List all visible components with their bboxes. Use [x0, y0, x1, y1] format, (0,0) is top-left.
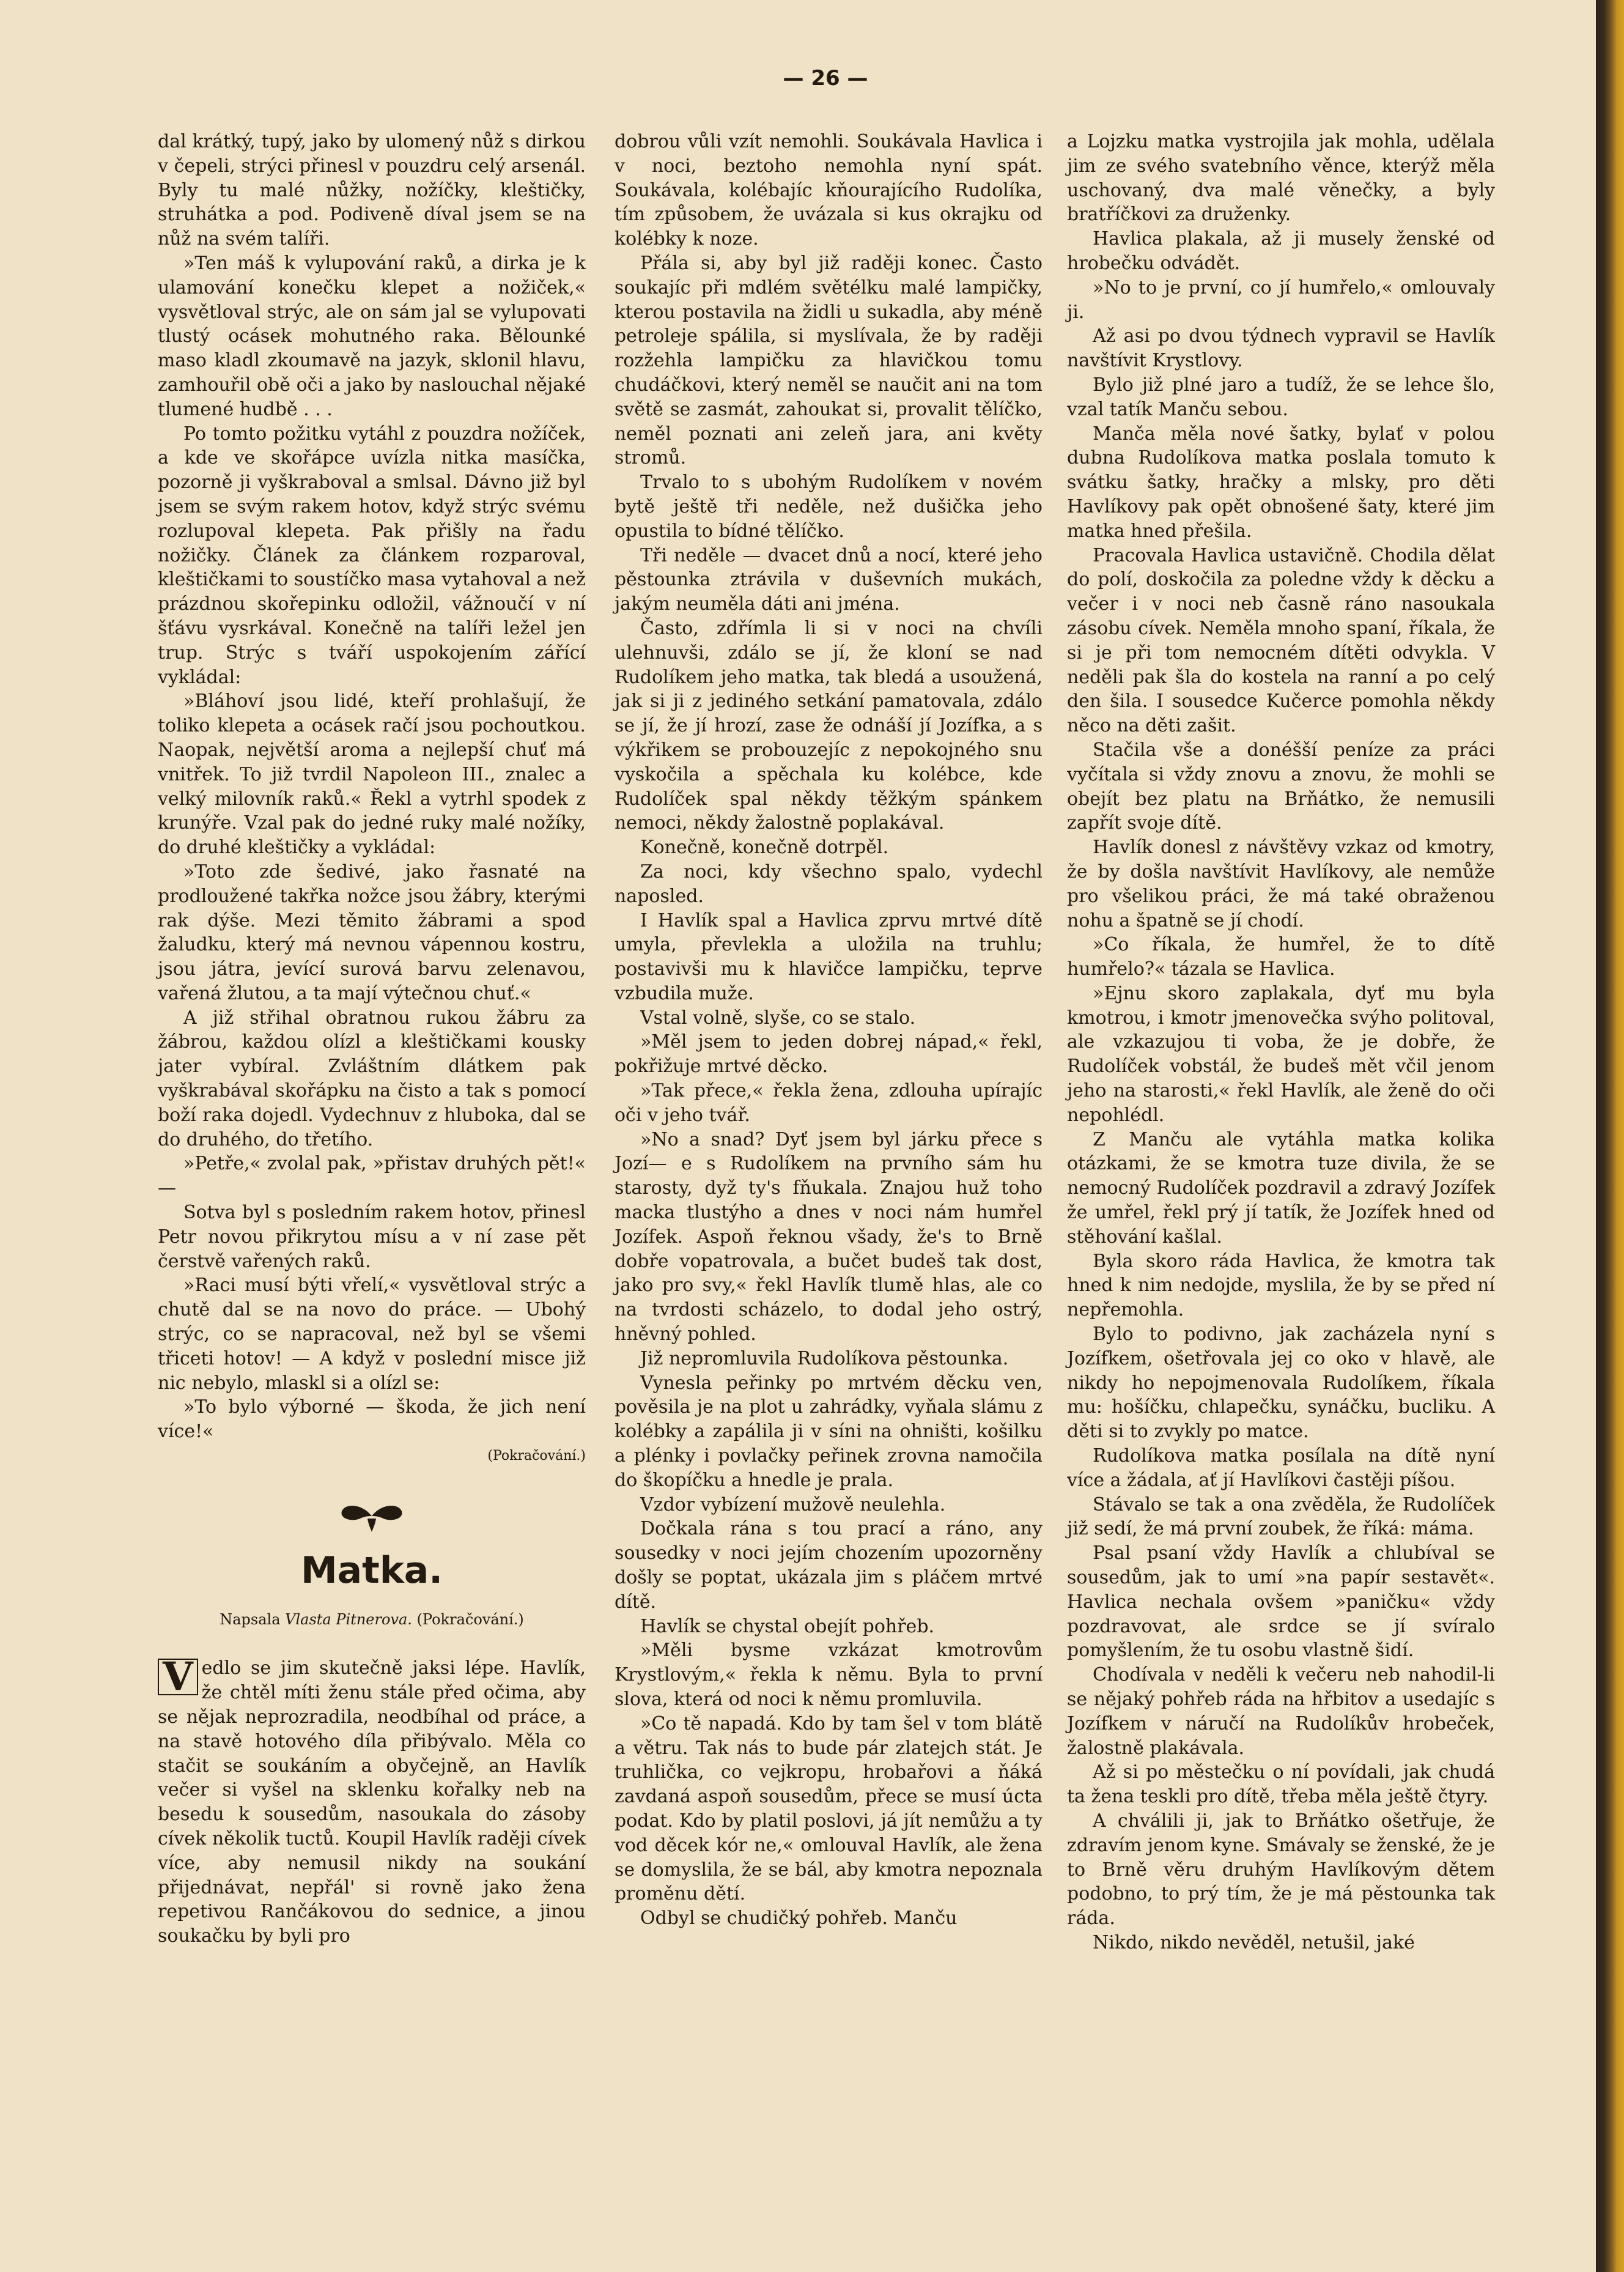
story-byline [158, 1608, 586, 1632]
paragraph: Tři neděle — dvacet dnů a nocí, které jeho pěstounka ztrávila v duševních mukách, jakým neuměla dáti ani jména. [615, 544, 1043, 615]
paragraph: »No to je první, co jí humřelo,« omlouvaly ji. [1067, 276, 1495, 323]
paragraph: »Ejnu skoro zaplakala, dyť mu byla kmotrou, i kmotr jmenovečka svýho politoval, ale vzkazujou ti voba, že je dobře, že Rudolíček vobstál, že budeš mět včil jenom jeho na starosti,« řekl Havlík, ale ženě do oči nepohlédl. [1067, 982, 1495, 1126]
paragraph: Z Manču ale vytáhla matka kolika otázkami, že se kmotra tuze divila, že se nemocný Rudolíček pozdravil a zdravý Jozífek že umřel, řekl prý jí tatík, že Jozífek hned od stěhování kašlal. [1067, 1128, 1495, 1248]
paragraph: »Co tě napadá. Kdo by tam šel v tom blátě a větru. Tak nás to bude pár zlatejch stát. Je truhlička, co vejkropu, hrobařovi a ňáká zavdaná aspoň sousedům, přece se musí úcta podat. Kdo by platil poslovi, já jít nemůžu a ty vod děcek kór ne,« omlouval Havlík, ale žena se domyslila, že se bál, aby kmotra nepoznala proměnu dětí. [615, 1712, 1043, 1905]
column-1 [158, 130, 586, 1948]
binding-spine [1596, 0, 1624, 2272]
paragraph: Byla skoro ráda Havlica, že kmotra tak hned k nim nedojde, myslila, že by se před ní nepřemohla. [1067, 1250, 1495, 1321]
paragraph: Bylo již plné jaro a tudíž, že se lehce šlo, vzal tatík Manču sebou. [1067, 374, 1495, 420]
paragraph: Havlica plakala, až ji musely ženské od hrobečku odvádět. [1067, 228, 1495, 274]
paragraph: Stačila vše a donéšší peníze za práci vyčítala si vždy znovu a znovu, že mohli se obejít bez platu na Brňátko, že nemusili zapřít svoje dítě. [1067, 739, 1495, 834]
paragraph: Po tomto požitku vytáhl z pouzdra nožíček, a kde ve skořápce uvízla nitka masíčka, pozorně ji vyškraboval a smlsal. Dávno již byl jsem se svým rakem hotov, když strýc svému rozlupoval klepeta. Pak přišly na řadu nožičky. Článek za článkem rozparoval, kleštičkami to soustíčko masa vytahoval a než prázdnou skořepinku odložil, vážnoučí v ní šťávu vysrkával. Konečně na talíři ležel jen trup. Strýc s tváří uspokojením zářící vykládal: [158, 423, 586, 688]
paragraph: A chválili ji, jak to Brňátko ošetřuje, že zdravím jenom kyne. Smávaly se ženské, že je to Brně věru druhým Havlíkovým dětem podobno, to prý tím, že je má pěstounka tak ráda. [1067, 1810, 1495, 1930]
paragraph-text: edlo se jim skutečně jaksi lépe. Havlík, že chtěl míti ženu stále před očima, aby se nějak neprozradila, neodbíhal od práce, a na stavě hotového díla přibývalo. Měla co stačit se soukáním a obyčejně, an Havlík večer si vyšel na sklenku kořalky neb na besedu k sousedům, nasoukala do zásoby cívek několik tuctů. Koupil Havlík raději cívek více, aby nemusil nikdy na soukání přijednávat, nepřál' si rovně jako žena repetivou Rančákovou do sednice, a jinou soukačku by byli pro [158, 1657, 586, 1947]
byline-prefix: Napsala [220, 1610, 281, 1628]
page-number: — 26 — [783, 66, 868, 91]
paragraph: Vstal volně, slyše, co se stalo. [640, 1007, 916, 1029]
paragraph: »Ten máš k vylupování raků, a dirka je k ulamování konečku klepet a nožiček,« vysvětloval strýc, ale on sám jal se vylupovati tlustý ocásek mohutného raka. Bělounké maso kladl zkoumavě na jazyk, sklonil hlavu, zamhouřil obě oči a jako by naslouchal nějaké tlumené hudbě . . . [158, 252, 586, 420]
paragraph: Nikdo, nikdo nevěděl, netušil, jaké [1093, 1931, 1415, 1953]
paragraph: A již střihal obratnou rukou žábru za žábrou, každou olízl a kleštičkami kousky jater vybíral. Zvláštním dlátkem pak vyškrabával skořápku na čisto a tak s pomocí boží raka dojedl. Vydechnuv z hluboka, dal se do druhého, do třetího. [158, 1007, 586, 1150]
paragraph: »Petře,« zvolal pak, »přistav druhých pět!« — [158, 1153, 586, 1199]
author-name: Vlasta Pitnerova. [285, 1610, 412, 1628]
paragraph: »No a snad? Dyť jsem byl járku přece s Jozí— e s Rudolíkem na prvního sám hu starosty, dyž ty's fňukala. Znajou huž toho macka tlustýho a dnes v noci nám humřel Jozífek. Aspoň řeknou všady, že's to Brně dobře vopatrovala, a bučet budeš tak dost, jako pro svy,« řekl Havlík tlumě hlas, ale co na tvrdosti scházelo, to dodal jeho ostrý, hněvný pohled. [615, 1128, 1043, 1345]
paragraph: Havlík donesl z návštěvy vzkaz od kmotry, že by došla navštívit Havlíkovy, ale nemůže pro všelikou práci, že má také obraženou nohu a špatně se jí chodí. [1067, 837, 1495, 931]
paragraph: Vzdor vybízení mužově neulehla. [640, 1493, 946, 1515]
paragraph: dobrou vůli vzít nemohli. Soukávala Havlica i v noci, beztoho nemohla nyní spát. Soukávala, kolébajíc kňourajícího Rudolíka, tím způsobem, že uvázala si kus okrajku od kolébky k noze. [615, 131, 1043, 250]
drop-cap: V [158, 1659, 198, 1695]
paragraph: Až asi po dvou týdnech vypravil se Havlík navštívit Krystlovy. [1067, 325, 1495, 372]
paragraph: »Měl jsem to jeden dobrej nápad,« řekl, pokřižuje mrtvé děcko. [615, 1031, 1043, 1078]
paragraph: Odbyl se chudičký pohřeb. Manču [640, 1908, 958, 1930]
paragraph: »Toto zde šedivé, jako řasnaté na prodloužené takřka nožce jsou žábry, kterými rak dýše. Mezi těmito žábrami a spod žaludku, který má nevnou vápennou kostru, jsou játra, jevící surová barvu zelenavou, vařená žlutou, a ta mají výtečnou chuť.« [158, 860, 586, 1004]
ornament-divider-icon [338, 1498, 405, 1534]
story-first-paragraph [158, 1656, 586, 1948]
paragraph: Manča měla nové šatky, bylať v polou dubna Rudolíkova matka poslala tomuto k svátku šatky, hračky a mlsky, pro děti Havlíkovy pak opět obnošené šaty, které jim matka hned přešila. [1067, 423, 1495, 542]
paragraph: »To bylo výborné — škoda, že jich není více!« [158, 1396, 586, 1443]
paragraph: Trvalo to s ubohým Rudolíkem v novém bytě ještě tři neděle, než dušička jeho opustila to bídné tělíčko. [615, 472, 1043, 542]
paragraph: »Co říkala, že humřel, že to dítě humřelo?« tázala se Havlica. [1067, 934, 1495, 980]
paragraph: »Raci musí býti vřelí,« vysvětloval strýc a chutě dal se na novo do práce. — Ubohý strýc, co se napracoval, než byl se všemi třiceti hotov! — A když v poslední misce již nic nebylo, mlaskl si a olízl se: [158, 1275, 586, 1394]
paragraph: I Havlík spal a Havlica zprvu mrtvé dítě umyla, převlekla a uložila na truhlu; postavivši mu k hlavičce lampičku, teprve vzbudila muže. [615, 909, 1043, 1004]
paragraph: »Tak přece,« řekla žena, zdlouha upírajíc oči v jeho tvář. [615, 1080, 1043, 1126]
paragraph: Bylo to podivno, jak zacházela nyní s Jozífkem, ošetřovala jej co oko v hlavě, ale nikdy ho nepojmenovala Rudolíkem, říkala mu: hošíčku, chlapečku, synáčku, bucliku. A děti si to zvykly po matce. [1067, 1323, 1495, 1443]
paragraph: Psal psaní vždy Havlík a chlubíval se sousedům, jak to umí »na papír sestavět«. Havlica nechala ovšem »paničku« vždy pozdravovat, ale srdce se jí svíralo pomyšlením, že tu osobu vlastně šidí. [1067, 1542, 1495, 1662]
paragraph: Přála si, aby byl již raději konec. Často soukajíc při mdlém světélku malé lampičky, kterou postavila na židli u sukadla, aby méně petroleje spálila, si myslívala, že by raději rozžehla lampičku za hlavičkou tomu chudáčkovi, který neměl se naučit ani na tom světě se zasmát, zahoukat si, provalit tělíčko, neměl poznati ani zeleň jara, ani květy stromů. [615, 252, 1043, 469]
column-3 [1067, 130, 1495, 1955]
paragraph: dal krátký, tupý, jako by ulomený nůž s dirkou v čepeli, strýci přinesl v pouzdru celý arsenál. Byly tu malé nůžky, nožíčky, kleštičky, struhátka a pod. Podiveně díval jsem se na nůž na svém talíři. [158, 131, 586, 250]
paragraph: Sotva byl s posledním rakem hotov, přinesl Petr novou přikrytou mísu a v ní zase pět čerstvě vařených raků. [158, 1202, 586, 1272]
column-2 [615, 130, 1043, 1931]
paragraph: Často, zdřímla li si v noci na chvíli ulehnuvši, zdálo se jí, že kloní se nad Rudolíkem jeho matka, tak bledá a usoužená, jak si ji z jediného setkání pamatovala, zdálo se jí, že jí hrozí, zase že odnáší jí Jozífka, a s výkřikem se probouzejíc z nepokojného snu vyskočila a spěchala ku kolébce, kde Rudolíček spal někdy těžkým spánkem nemoci, někdy žalostně poplakával. [615, 617, 1043, 834]
paragraph: Za noci, kdy všechno spalo, vydechl naposled. [615, 860, 1043, 907]
paragraph: Již nepromluvila Rudolíkova pěstounka. [640, 1347, 1009, 1369]
paragraph: Havlík se chystal obejít pohřeb. [640, 1615, 935, 1637]
paragraph: Vynesla peřinky po mrtvém děcku ven, pověsila je na plot u zahrádky, vyňala slámu z kolébky a zapálila ji v síni na ohništi, košilku a plénky i povlačky peřinek zrovna namočila do škopíčku a hnedle je prala. [615, 1372, 1043, 1491]
paragraph: Stávalo se tak a ona zvěděla, že Rudolíček již sedí, že má první zoubek, že říká: máma. [1067, 1493, 1495, 1540]
byline-continued: (Pokračování.) [416, 1610, 524, 1628]
paragraph: Až si po městečku o ní povídali, jak chudá ta žena teskli pro dítě, třeba měla ještě čtyry. [1067, 1761, 1495, 1808]
continued-note: (Pokračování.) [487, 1448, 586, 1464]
paragraph: a Lojzku matka vystrojila jak mohla, udělala jim ze svého svatebního věnce, kterýž měla uschovaný, dva malé věnečky, a byly bratříčkovi za druženky. [1067, 131, 1495, 226]
paragraph: Rudolíkova matka posílala na dítě nyní více a žádala, ať jí Havlíkovi častěji píšou. [1067, 1445, 1495, 1491]
story-title: Matka. [300, 1549, 443, 1592]
paragraph: Pracovala Havlica ustavičně. Chodila dělat do polí, doskočila za poledne vždy k děcku a večer i v noci neb časně ráno nasoukala zásobu cívek. Neměla mnoho spaní, říkala, že si je při tom nemocném dítěti odvykla. V neděli pak šla do kostela na ranní a po celý den šila. I sousedce Kučerce pomohla někdy něco na děti zašit. [1067, 544, 1495, 737]
paragraph: Chodívala v neděli k večeru neb nahodil-li se nějaký pohřeb ráda na hřbitov a usedajíc s Jozífkem v náručí na Rudolíkův hrobeček, žalostně plakávala. [1067, 1664, 1495, 1759]
paragraph: Dočkala rána s tou prací a ráno, any sousedky v noci jejím chozením upozorněny došly se poptat, ukázala jim s pláčem mrtvé dítě. [615, 1518, 1043, 1613]
serial-text [158, 130, 586, 1468]
paragraph: »Bláhoví jsou lidé, kteří prohlašují, že toliko klepeta a ocásek račí jsou pochoutkou. Naopak, největší aroma a nejlepší chuť má vnitřek. To již tvrdil Napoleon III., znalec a velký milovník raků.« Řekl a vytrhl spodek z krunýře. Vzal pak do jedné ruky malé nožíky, do druhé kleštičky a vykládal: [158, 690, 586, 859]
paragraph: Konečně, konečně dotrpěl. [640, 837, 889, 859]
paragraph: »Měli bysme vzkázat kmotrovům Krystlovým,« řekla k němu. Byla to první slova, která od noci k němu promluvila. [615, 1640, 1043, 1710]
